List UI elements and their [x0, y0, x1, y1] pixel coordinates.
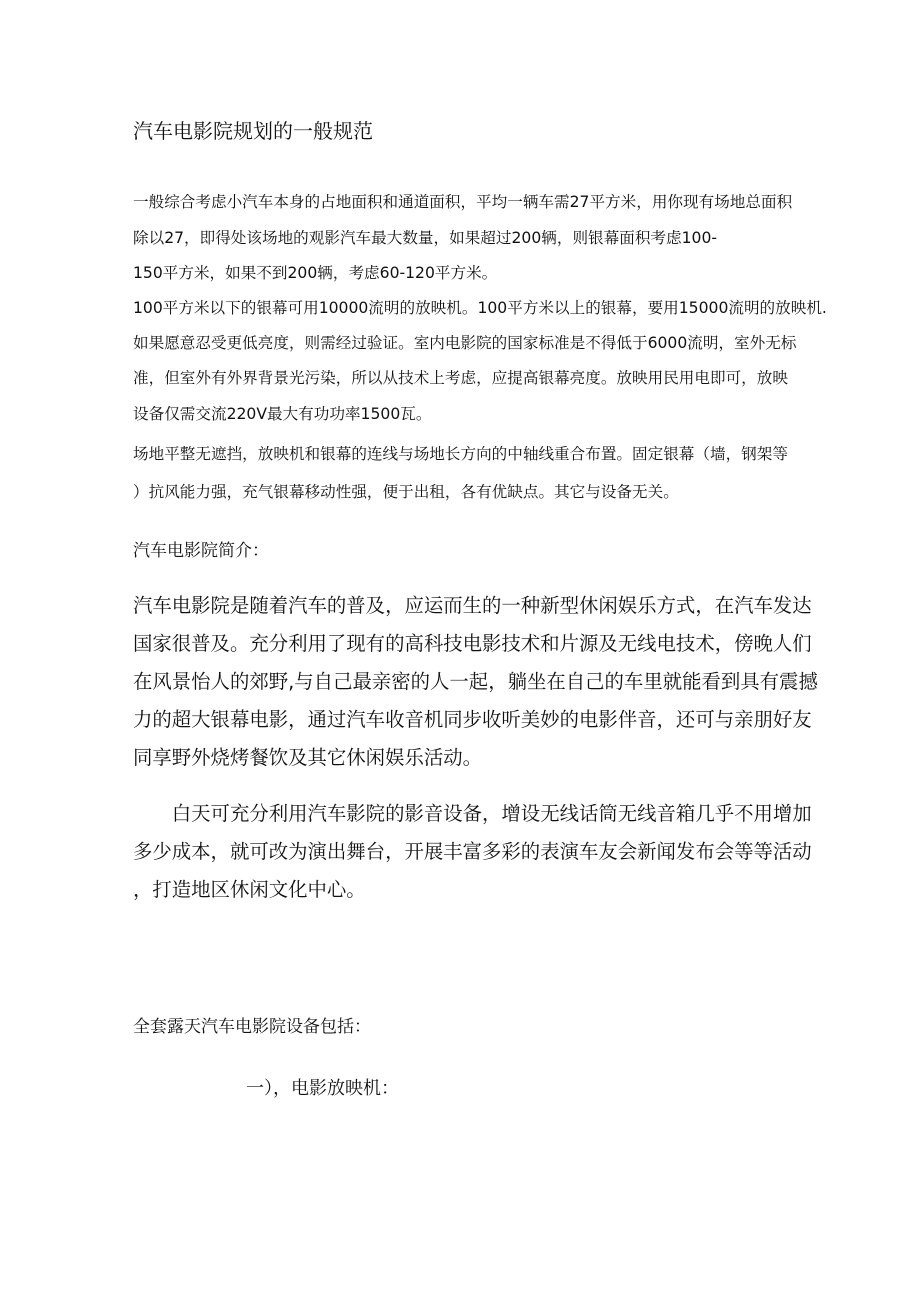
text-line: 如果愿意忍受更低亮度，则需经过验证。室内电影院的国家标准是不得低于6000流明，室外无标 — [133, 334, 797, 352]
text-line: 汽车电影院是随着汽车的普及，应运而生的一种新型休闲娱乐方式，在汽车发达 — [133, 594, 812, 617]
text-line: 准，但室外有外界背景光污染，所以从技术上考虑，应提高银幕亮度。放映用民用电即可，放映 — [133, 369, 788, 387]
text-line: ）抗风能力强，充气银幕移动性强，便于出租，各有优缺点。其它与设备无关。 — [133, 483, 679, 501]
text-line: 100平方米以下的银幕可用10000流明的放映机。100平方米以上的银幕，要用15000流明的放映机. — [133, 299, 827, 317]
document-title: 汽车电影院规划的一般规范 — [133, 119, 373, 143]
text-line: 力的超大银幕电影，通过汽车收音机同步收听美妙的电影伴音，还可与亲朋好友 — [133, 708, 812, 731]
text-line: 同享野外烧烤餐饮及其它休闲娱乐活动。 — [133, 746, 483, 769]
equipment-heading: 全套露天汽车电影院设备包括： — [133, 1017, 371, 1037]
text-line: 150平方米，如果不到200辆，考虑60-120平方米。 — [133, 264, 498, 282]
text-line: 国家很普及。充分利用了现有的高科技电影技术和片源及无线电技术，傍晚人们 — [133, 632, 812, 655]
text-line: 白天可充分利用汽车影院的影音设备，增设无线话筒无线音箱几乎不用增加 — [133, 802, 812, 825]
text-line: ，打造地区休闲文化中心。 — [133, 878, 366, 901]
text-line: 设备仅需交流220V最大有功功率1500瓦。 — [133, 405, 432, 423]
text-line: 场地平整无遮挡，放映机和银幕的连线与场地长方向的中轴线重合布置。固定银幕（墙，钢架等 — [133, 445, 788, 463]
intro-heading: 汽车电影院简介： — [133, 541, 269, 561]
text-line: 一般综合考虑小汽车本身的占地面积和通道面积，平均一辆车需27平方米，用你现有场地总面积 — [133, 193, 793, 211]
equipment-item: 一），电影放映机： — [246, 1078, 399, 1099]
text-line: 除以27，即得处该场地的观影汽车最大数量，如果超过200辆，则银幕面积考虑100- — [133, 229, 717, 247]
text-line: 多少成本，就可改为演出舞台，开展丰富多彩的表演车友会新闻发布会等等活动 — [133, 840, 812, 863]
text-line: 在风景怡人的郊野,与自己最亲密的人一起，躺坐在自己的车里就能看到具有震撼 — [133, 670, 818, 693]
